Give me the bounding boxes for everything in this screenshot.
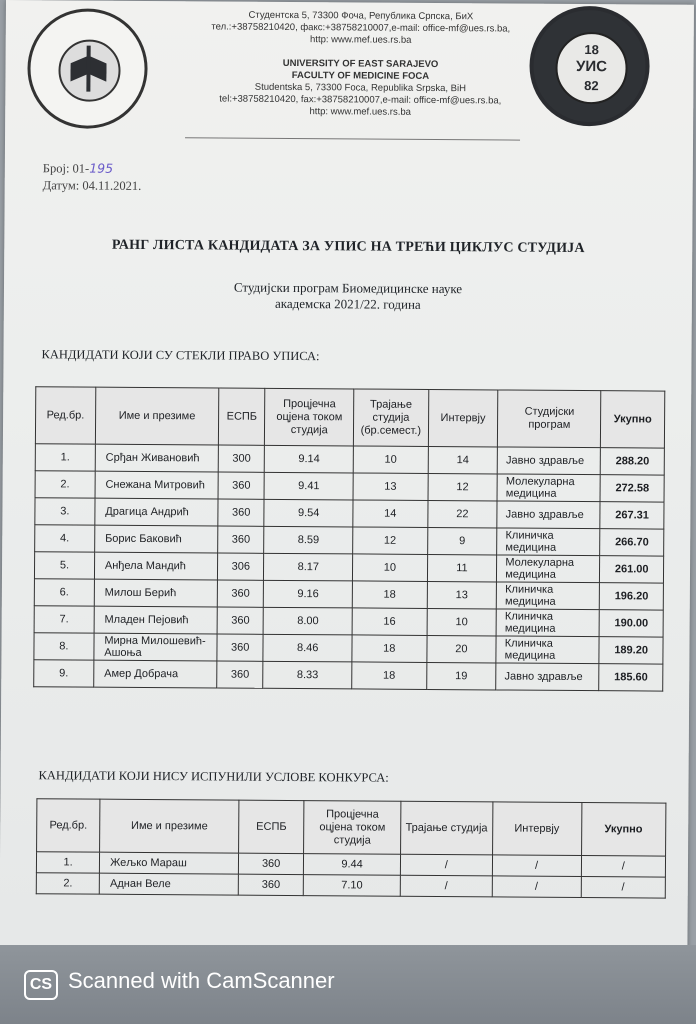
cell-interview: 22 <box>427 500 497 527</box>
rejected-candidates-table <box>36 798 667 898</box>
cell-grade: 7.10 <box>303 875 400 897</box>
cell-rank: 5. <box>34 552 94 579</box>
seal-year-bottom: 82 <box>584 78 599 94</box>
cell-rank: 1. <box>35 444 95 471</box>
cell-grade: 9.14 <box>265 445 354 473</box>
cell-rank: 4. <box>35 525 95 552</box>
date-label: Датум: <box>42 178 80 193</box>
cell-grade: 8.00 <box>264 607 353 635</box>
header-lat-line1: UNIVERSITY OF EAST SARAJEVO <box>282 57 439 71</box>
cell-duration: 12 <box>353 527 428 555</box>
cell-name: Драгица Андрић <box>95 498 218 526</box>
cell-interview: 12 <box>428 473 498 500</box>
university-seal-left <box>27 8 148 129</box>
cell-grade: 9.44 <box>304 854 401 876</box>
section-accepted-title: КАНДИДАТИ КОЈИ СУ СТЕКЛИ ПРАВО УПИСА: <box>41 347 320 364</box>
cell-ects: 360 <box>217 661 264 688</box>
cell-duration: 14 <box>353 500 428 528</box>
cell-interview: 10 <box>427 608 497 635</box>
col-header: Студијски програм <box>498 390 602 448</box>
cell-name: Младен Пејовић <box>94 606 217 634</box>
col-header: Укупно <box>581 803 666 857</box>
cell-total: 267.31 <box>600 502 664 529</box>
cell-program: Јавно здравље <box>497 447 600 475</box>
cell-interview: 11 <box>427 554 497 581</box>
cell-duration: / <box>400 875 492 897</box>
camscanner-logo-icon: CS <box>24 970 58 1000</box>
cell-ects: 360 <box>218 526 265 553</box>
cell-name: Снежана Митровић <box>95 471 218 499</box>
camscanner-watermark: Scanned with CamScanner <box>68 968 335 993</box>
cell-ects: 360 <box>217 607 264 634</box>
cell-interview: 20 <box>427 635 497 662</box>
cell-total: / <box>581 856 666 878</box>
col-header: Процјечна оцјена током студија <box>304 801 401 855</box>
col-header: Име и презиме <box>95 387 219 445</box>
document-number <box>43 160 113 176</box>
cell-duration: / <box>400 854 492 876</box>
cell-rank: 1. <box>36 852 99 873</box>
number-label: Број: 01- <box>42 161 90 176</box>
col-header: Трајање студија <box>401 801 493 855</box>
cell-ects: 360 <box>238 874 303 895</box>
cell-ects: 360 <box>239 853 304 874</box>
cell-total: 189.20 <box>599 637 663 664</box>
document-date <box>43 178 142 194</box>
col-header: Ред.бр. <box>37 799 101 852</box>
header-cyrillic <box>191 9 531 47</box>
cell-grade: 8.33 <box>263 661 352 689</box>
col-header: Ред.бр. <box>35 387 95 444</box>
page-title: РАНГ ЛИСТА КАНДИДАТА ЗА УПИС НА ТРЕЋИ ЦИКЛУС СТУДИЈА <box>111 237 585 257</box>
col-header: Име и презиме <box>100 799 239 853</box>
cell-interview: / <box>492 855 581 877</box>
header-lat-line5: http: www.mef.ues.rs.ba <box>309 106 411 118</box>
cell-total: 288.20 <box>601 448 665 475</box>
cell-name: Борис Баковић <box>94 525 217 553</box>
cell-rank: 6. <box>34 579 94 606</box>
cell-name: Жељко Мараш <box>100 852 239 874</box>
col-header: Интервју <box>492 802 581 856</box>
table-header-row <box>35 387 664 448</box>
cell-ects: 300 <box>218 445 265 472</box>
cell-rank: 2. <box>36 873 99 894</box>
cell-interview: 13 <box>427 581 497 608</box>
cell-grade: 9.16 <box>264 580 353 608</box>
cell-grade: 9.41 <box>264 472 353 500</box>
cell-ects: 360 <box>217 580 264 607</box>
cell-duration: 18 <box>352 581 427 609</box>
col-header: ЕСПБ <box>218 388 265 445</box>
cell-program: Клиничка медицина <box>496 636 599 664</box>
cell-rank: 3. <box>35 498 95 525</box>
cell-total: 185.60 <box>599 664 663 691</box>
cell-total: 266.70 <box>600 529 664 556</box>
header-cyr-line3: http: www.mef.ues.rs.ba <box>310 34 412 46</box>
accepted-candidates-table <box>33 386 665 691</box>
caduceus-icon <box>86 46 90 92</box>
header-latin <box>190 57 530 119</box>
cell-interview: 19 <box>426 662 496 689</box>
cell-total: 196.20 <box>600 583 664 610</box>
cell-name: Мирна Милошевић-Ашоња <box>94 633 217 661</box>
cell-grade: 9.54 <box>264 499 353 527</box>
cell-name: Аднан Веле <box>99 873 238 895</box>
seal-year-top: 18 <box>584 42 599 58</box>
study-program: Студијски програм Биомедицинске науке <box>233 279 463 297</box>
date-value: 04.11.2021. <box>82 178 142 193</box>
cell-duration: 16 <box>352 608 427 636</box>
cell-grade: 8.59 <box>264 526 353 554</box>
cell-duration: 10 <box>353 446 428 474</box>
cell-program: Клиничка медицина <box>497 582 600 610</box>
cell-rank: 7. <box>34 606 94 633</box>
cell-ects: 360 <box>218 472 265 499</box>
section-rejected-title: КАНДИДАТИ КОЈИ НИСУ ИСПУНИЛИ УСЛОВЕ КОНКУРСА: <box>38 768 389 785</box>
cell-interview: 14 <box>428 446 498 473</box>
cell-program: Јавно здравље <box>496 663 599 691</box>
cell-total: 272.58 <box>600 475 664 502</box>
cell-rank: 2. <box>35 471 95 498</box>
cell-grade: 8.46 <box>263 634 352 662</box>
header-divider <box>185 137 520 140</box>
table-row <box>34 660 663 691</box>
header-cyr-line2: тел.:+38758210420, факс:+38758210007,e-mail: office-mf@ues.rs.ba, <box>211 21 511 35</box>
col-header: Укупно <box>601 391 665 448</box>
cell-program: Молекуларна медицина <box>497 474 600 502</box>
cell-total: 261.00 <box>600 556 664 583</box>
header-cyr-line1: Студентска 5, 73300 Фоча, Република Српска, БиХ <box>248 9 474 23</box>
cell-name: Милош Берић <box>94 579 217 607</box>
col-header: Интервју <box>428 389 498 446</box>
cell-total: 190.00 <box>599 610 663 637</box>
number-value: 195 <box>89 160 114 176</box>
cell-duration: 10 <box>353 554 428 582</box>
cell-ects: 306 <box>218 553 265 580</box>
cell-rank: 8. <box>34 633 94 660</box>
cell-total: / <box>581 877 666 899</box>
cell-interview: / <box>492 876 581 898</box>
header-lat-line2: FACULTY OF MEDICINE FOCA <box>291 69 430 82</box>
col-header: ЕСПБ <box>239 800 304 853</box>
cell-program: Јавно здравље <box>497 501 600 529</box>
cell-program: Клиничка медицина <box>497 528 600 556</box>
cell-duration: 13 <box>353 473 428 501</box>
cell-name: Срђан Живановић <box>95 444 218 472</box>
university-seal-right <box>529 6 650 127</box>
table-header-row <box>37 799 666 856</box>
seal-inner-ring <box>555 32 628 105</box>
cell-duration: 18 <box>352 635 427 663</box>
header-lat-line4: tel:+38758210420, fax:+38758210007,e-mail: office-mf@ues.rs.ba, <box>219 93 502 107</box>
cell-name: Анђела Мандић <box>94 552 217 580</box>
col-header: Процјечна оцјена током студија <box>265 388 354 446</box>
seal-code: УИС <box>576 57 608 76</box>
cell-program: Молекуларна медицина <box>497 555 600 583</box>
cell-rank: 9. <box>34 660 94 687</box>
cell-program: Клиничка медицина <box>496 609 599 637</box>
cell-grade: 8.17 <box>264 553 353 581</box>
table-row <box>36 873 665 898</box>
cell-ects: 360 <box>218 499 265 526</box>
cell-name: Амер Добрача <box>94 660 217 688</box>
col-header: Трајање студија (бр.семест.) <box>353 389 428 447</box>
cell-duration: 18 <box>352 662 427 690</box>
header-lat-line3: Studentska 5, 73300 Foca, Republika Srpska, BiH <box>254 81 467 95</box>
cell-ects: 360 <box>217 634 264 661</box>
academic-year: академска 2021/22. година <box>274 295 421 312</box>
cell-interview: 9 <box>427 527 497 554</box>
